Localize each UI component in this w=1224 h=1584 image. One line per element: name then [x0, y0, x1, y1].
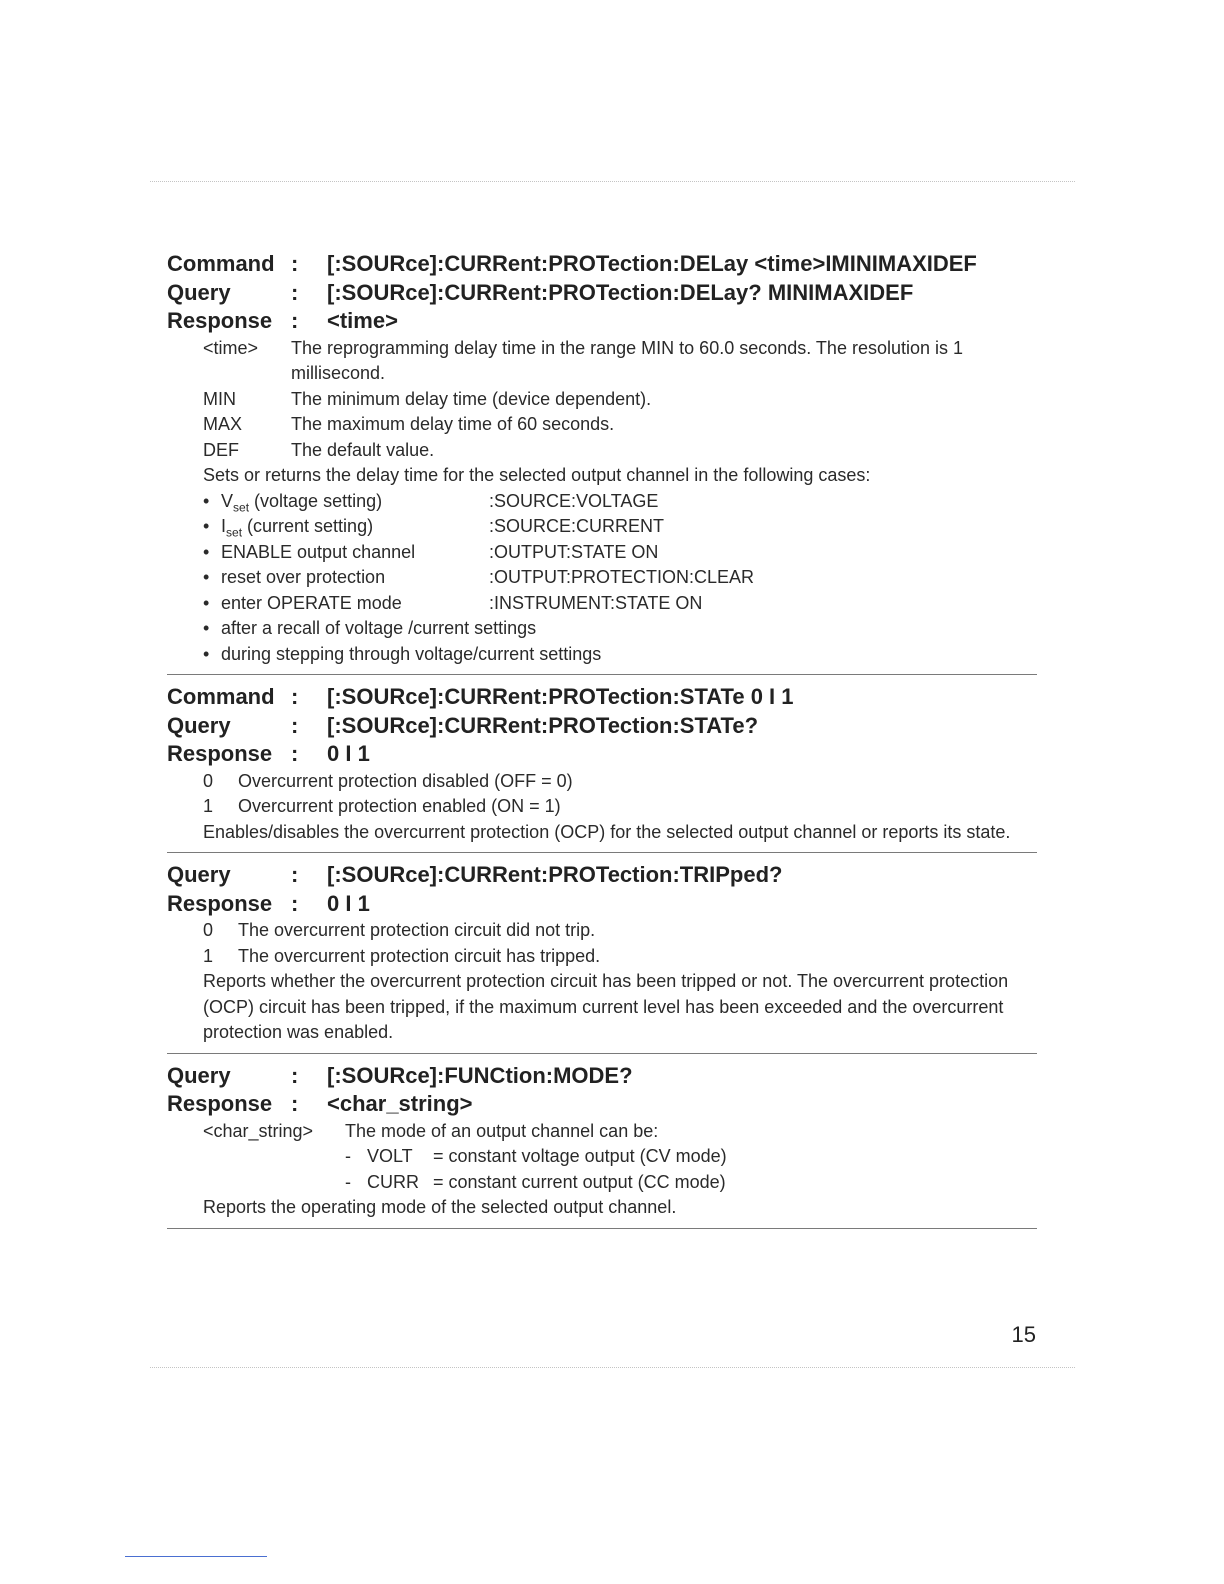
- definition-desc: Overcurrent protection enabled (ON = 1): [238, 796, 561, 816]
- command-row: [167, 683, 1037, 712]
- response-row: [167, 307, 1037, 336]
- list-item-text: reset over protection: [221, 567, 386, 587]
- bullet-icon: •: [203, 490, 210, 511]
- colon: :: [291, 1062, 299, 1088]
- list-item: [203, 540, 1037, 566]
- list-item: [203, 591, 1037, 617]
- section-description: Sets or returns the delay time for the selected output channel in the following cases:: [203, 465, 871, 485]
- query-label: Query: [167, 712, 231, 738]
- query-row: [167, 279, 1037, 308]
- bullet-icon: •: [203, 567, 210, 587]
- response-row: [167, 1090, 1037, 1119]
- colon: :: [291, 712, 299, 738]
- definition-desc: The overcurrent protection circuit did not trip.: [238, 920, 596, 940]
- response-value: 0 I 1: [327, 890, 370, 916]
- response-label: Response: [167, 890, 273, 916]
- response-row: [167, 740, 1037, 769]
- response-row: [167, 890, 1037, 919]
- response-value: 0 I 1: [327, 741, 370, 766]
- section-divider: [167, 852, 1037, 853]
- command-reference: [167, 250, 1037, 1237]
- list-item: [203, 514, 1037, 540]
- colon: :: [291, 308, 299, 333]
- bullet-icon: •: [203, 618, 210, 638]
- definition-term: 0: [203, 770, 214, 791]
- response-value: <char_string>: [327, 1091, 473, 1116]
- definition-term: MIN: [203, 388, 236, 409]
- command-label: Command: [167, 251, 275, 276]
- definition-term: 1: [203, 945, 214, 966]
- definition-row: [203, 438, 1037, 464]
- definition-desc: The maximum delay time of 60 seconds.: [291, 414, 615, 434]
- definition-desc: The reprogramming delay time in the range MIN to 60.0 seconds. The resolution is 1 millisecond.: [291, 337, 964, 383]
- page-number: 15: [1011, 1322, 1036, 1347]
- definition-term: <time>: [203, 337, 259, 358]
- definition-desc: The minimum delay time (device dependent).: [291, 388, 652, 409]
- section-protection-state: [167, 683, 1037, 845]
- section-body: [203, 1119, 1037, 1221]
- top-dotted-rule: [150, 181, 1075, 182]
- section-description: Enables/disables the overcurrent protection (OCP) for the selected output channel or reports its state.: [203, 821, 1011, 842]
- list-item: [203, 616, 1037, 642]
- list-item-command: :SOURCE:CURRENT: [489, 516, 665, 536]
- query-syntax: [:SOURce]:FUNCtion:MODE?: [327, 1062, 633, 1088]
- definition-desc: The mode of an output channel can be:: [345, 1120, 659, 1141]
- query-label: Query: [167, 279, 231, 305]
- definition-row: [203, 336, 1037, 387]
- list-item-text: ENABLE output channel: [221, 541, 416, 562]
- response-label: Response: [167, 1091, 273, 1116]
- command-syntax: [:SOURce]:CURRent:PROTection:DELay <time>IMINIMAXIDEF: [327, 251, 977, 276]
- section-description: Reports the operating mode of the selected output channel.: [203, 1197, 677, 1217]
- query-row: [167, 712, 1037, 741]
- list-item-command: :SOURCE:VOLTAGE: [489, 490, 659, 511]
- list-item: [203, 489, 1037, 515]
- colon: :: [291, 862, 299, 887]
- section-body: [203, 769, 1037, 846]
- definition-term: <char_string>: [203, 1120, 314, 1141]
- mode-value: = constant current output (CC mode): [433, 1171, 726, 1192]
- colon: :: [291, 251, 299, 276]
- definition-term: DEF: [203, 439, 239, 460]
- list-item-command: :OUTPUT:STATE ON: [489, 541, 659, 562]
- section-description: Reports whether the overcurrent protection circuit has been tripped or not. The overcurrent protection (OCP) circuit has been tripped, if the maximum current level has been exceeded and the overcurrent protection was enabled.: [203, 971, 1009, 1042]
- bullet-icon: •: [203, 592, 210, 613]
- section-divider: [167, 674, 1037, 675]
- mode-key: VOLT: [367, 1146, 413, 1166]
- colon: :: [291, 1091, 299, 1116]
- definition-row: [203, 944, 1037, 970]
- section-function-mode: [167, 1062, 1037, 1221]
- definition-row: [203, 918, 1037, 944]
- colon: :: [291, 890, 299, 916]
- list-item-text: $I_{set}$ (current setting): [221, 516, 374, 540]
- list-item: [203, 642, 1037, 668]
- command-syntax: [:SOURce]:CURRent:PROTection:STATe 0 I 1: [327, 684, 794, 709]
- definition-desc: Overcurrent protection disabled (OFF = 0): [238, 770, 573, 791]
- definition-term: 1: [203, 796, 214, 816]
- section-divider: [167, 1053, 1037, 1054]
- definition-desc: The overcurrent protection circuit has tripped.: [238, 945, 601, 966]
- query-syntax: [:SOURce]:CURRent:PROTection:STATe?: [327, 712, 759, 738]
- definition-row: [203, 412, 1037, 438]
- definition-row: [203, 769, 1037, 795]
- dash-marker: -: [345, 1171, 351, 1192]
- bottom-dotted-rule: [150, 1367, 1075, 1368]
- colon: :: [291, 279, 299, 305]
- query-label: Query: [167, 862, 231, 887]
- list-item: [203, 565, 1037, 591]
- colon: :: [291, 741, 299, 766]
- command-row: [167, 250, 1037, 279]
- query-row: [167, 861, 1037, 890]
- colon: :: [291, 684, 299, 709]
- query-syntax: [:SOURce]:CURRent:PROTection:TRIPped?: [327, 862, 783, 887]
- definition-desc: The default value.: [291, 439, 435, 460]
- mode-option: [203, 1144, 1037, 1170]
- mode-option: [203, 1170, 1037, 1196]
- list-item-command: :OUTPUT:PROTECTION:CLEAR: [489, 567, 755, 587]
- mode-value: = constant voltage output (CV mode): [433, 1146, 727, 1166]
- section-divider: [167, 1228, 1037, 1229]
- section-protection-delay: [167, 250, 1037, 667]
- query-row: [167, 1062, 1037, 1091]
- list-item-text: enter OPERATE mode: [221, 592, 402, 613]
- definition-term: 0: [203, 920, 214, 940]
- response-label: Response: [167, 741, 273, 766]
- query-label: Query: [167, 1062, 231, 1088]
- dash-marker: -: [345, 1146, 351, 1166]
- response-label: Response: [167, 308, 273, 333]
- bullet-icon: •: [203, 516, 210, 536]
- bottom-link-underline: [125, 1556, 267, 1557]
- list-item-command: :INSTRUMENT:STATE ON: [489, 592, 703, 613]
- bullet-icon: •: [203, 643, 210, 664]
- bullet-icon: •: [203, 541, 210, 562]
- command-label: Command: [167, 684, 275, 709]
- definition-row: [203, 794, 1037, 820]
- response-value: <time>: [327, 308, 398, 333]
- query-syntax: [:SOURce]:CURRent:PROTection:DELay? MINIMAXIDEF: [327, 279, 914, 305]
- definition-term: MAX: [203, 414, 243, 434]
- definition-row: [203, 1119, 1037, 1145]
- list-item-text: during stepping through voltage/current settings: [221, 643, 602, 664]
- section-protection-tripped: [167, 861, 1037, 1046]
- case-list: [203, 489, 1037, 668]
- section-body: [203, 918, 1037, 1046]
- section-body: [203, 336, 1037, 668]
- definition-row: [203, 387, 1037, 413]
- list-item-text: $V_{set}$ (voltage setting): [221, 490, 383, 515]
- mode-key: CURR: [367, 1171, 419, 1192]
- list-item-text: after a recall of voltage /current settings: [221, 618, 537, 638]
